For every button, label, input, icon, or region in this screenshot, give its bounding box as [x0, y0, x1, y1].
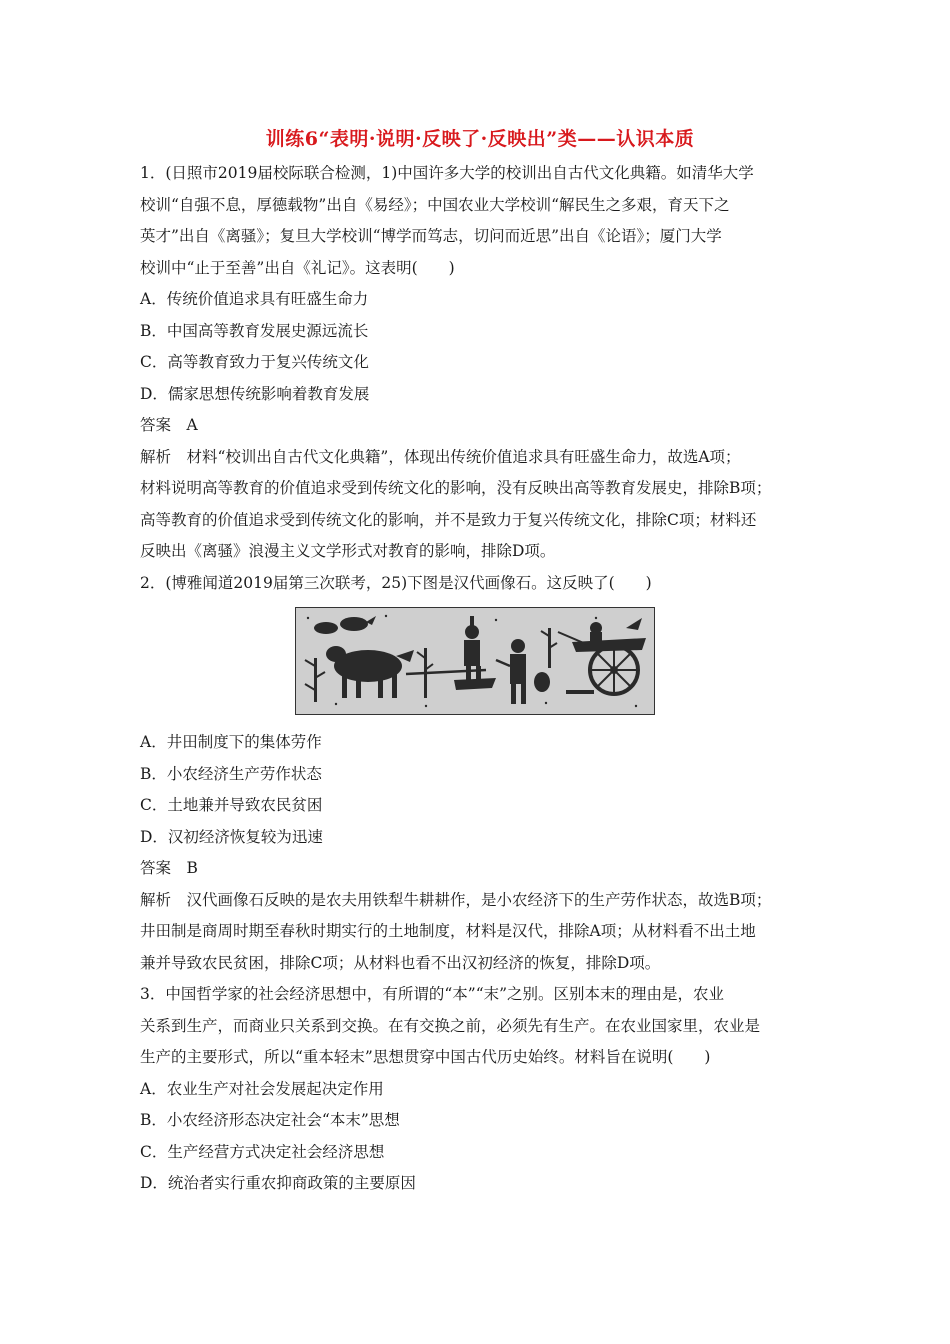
question-text-line: 英才”出自《离骚》；复旦大学校训“博学而笃志，切问而近思”出自《论语》；厦门大学	[140, 227, 722, 245]
question-1	[140, 158, 820, 568]
question-text-line: 3．中国哲学家的社会经济思想中，有所谓的“本”“末”之别。区别本末的理由是，农业	[140, 985, 725, 1003]
relief-illustration	[296, 608, 654, 714]
han-stone-relief-image	[295, 607, 655, 715]
question-text-line: 1．(日照市2019届校际联合检测，1)中国许多大学的校训出自古代文化典籍。如清华大学	[140, 164, 754, 182]
answer: 答案 A	[140, 416, 198, 434]
question-text-line: 校训“自强不息，厚德载物”出自《易经》；中国农业大学校训“解民生之多艰，育天下之	[140, 195, 730, 214]
question-text-line: 关系到生产，而商业只关系到交换。在有交换之前，必须先有生产。在农业国家里，农业是	[140, 1016, 761, 1035]
document-page	[140, 126, 820, 1200]
analysis-line: 解析 材料“校训出自古代文化典籍”，体现出传统价值追求具有旺盛生命力，故选A项；	[140, 447, 741, 466]
figure-container	[140, 603, 820, 721]
analysis-line: 井田制是商周时期至春秋时期实行的土地制度，材料是汉代，排除A项；从材料看不出土地	[140, 922, 756, 940]
question-text-line: 校训中“止于至善”出自《礼记》。这表明( )	[140, 258, 455, 277]
option-d: D．汉初经济恢复较为迅速	[140, 827, 323, 846]
question-text-line: 2．(博雅闻道2019届第三次联考，25)下图是汉代画像石。这反映了( )	[140, 573, 652, 592]
option-c: C．高等教育致力于复兴传统文化	[140, 353, 369, 371]
option-b: B．小农经济形态决定社会“本末”思想	[140, 1111, 400, 1129]
option-d: D．儒家思想传统影响着教育发展	[140, 384, 370, 403]
option-a: A．井田制度下的集体劳作	[140, 733, 322, 751]
question-text-line: 生产的主要形式，所以“重本轻末”思想贯穿中国古代历史始终。材料旨在说明( )	[140, 1048, 711, 1066]
option-b: B．小农经济生产劳作状态	[140, 764, 322, 783]
analysis-line: 反映出《离骚》浪漫主义文学形式对教育的影响，排除D项。	[140, 542, 556, 560]
question-2	[140, 568, 820, 980]
option-d: D．统治者实行重农抑商政策的主要原因	[140, 1174, 416, 1192]
option-c: C．土地兼并导致农民贫困	[140, 796, 323, 814]
analysis-line: 解析 汉代画像石反映的是农夫用铁犁牛耕耕作，是小农经济下的生产劳作状态，故选B项；	[140, 890, 772, 909]
question-3	[140, 979, 820, 1200]
option-a: A．传统价值追求具有旺盛生命力	[140, 290, 369, 308]
analysis-line: 兼并导致农民贫困，排除C项；从材料也看不出汉初经济的恢复，排除D项。	[140, 953, 661, 972]
page-title: 训练6“表明·说明·反映了·反映出”类——认识本质	[265, 128, 695, 150]
answer: 答案 B	[140, 859, 198, 877]
analysis-line: 材料说明高等教育的价值追求受到传统文化的影响，没有反映出高等教育发展史，排除B项；	[140, 479, 772, 497]
option-b: B．中国高等教育发展史源远流长	[140, 321, 369, 340]
analysis-line: 高等教育的价值追求受到传统文化的影响，并不是致力于复兴传统文化，排除C项；材料还	[140, 510, 757, 529]
option-c: C．生产经营方式决定社会经济思想	[140, 1142, 385, 1161]
option-a: A．农业生产对社会发展起决定作用	[140, 1079, 384, 1098]
